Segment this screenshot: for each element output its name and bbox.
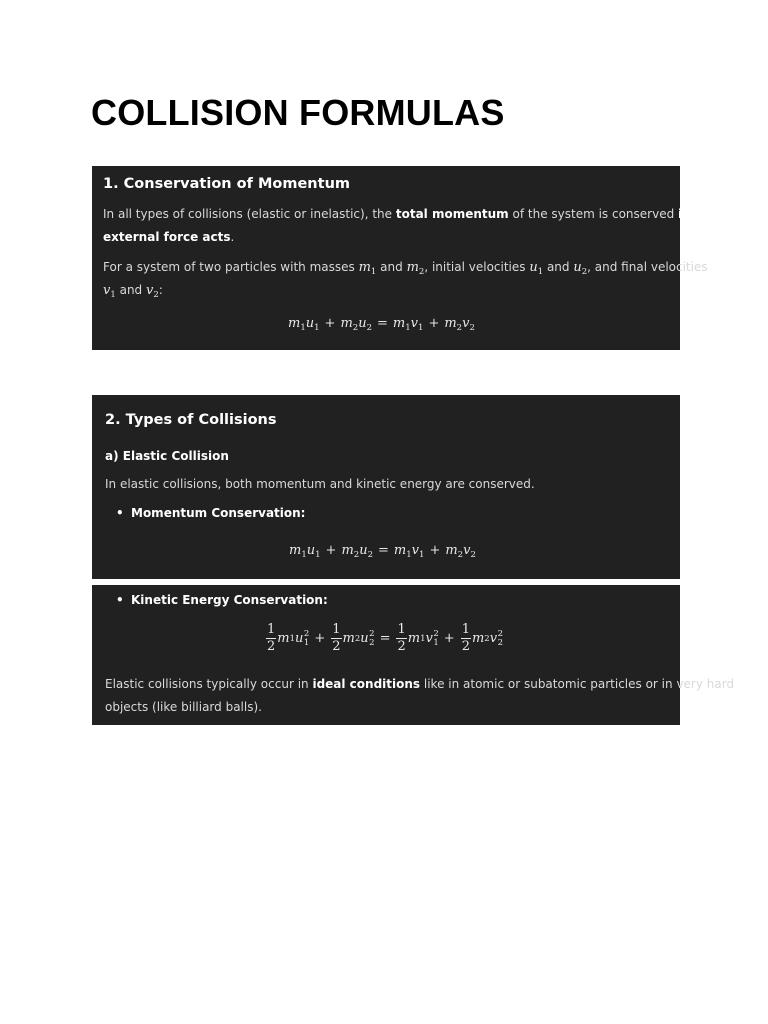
section-heading: 1. Conservation of Momentum (103, 176, 350, 192)
bullet-item: • Momentum Conservation: (105, 506, 305, 520)
paragraph-line: external force acts. (103, 230, 235, 244)
section-heading: 2. Types of Collisions (105, 412, 277, 428)
collision-types-section (92, 395, 680, 579)
kinetic-energy-equation: $\frac{1}{2}$ m 1 u 2 1 + $\frac{1}{2}$ m 2 u 2 2 = $\frac{1}{2}$ m 1 v 2 1 + $\frac{1}{2}$ m 2 v 2 2 (267, 622, 503, 654)
paragraph-line: Elastic collisions typically occur in ideal conditions like in atomic or subatomic particles or in very hard (105, 677, 735, 691)
paragraph-line: objects (like billiard balls). (105, 700, 262, 714)
bullet-item: • Kinetic Energy Conservation: (105, 593, 328, 607)
momentum-section (92, 166, 709, 350)
momentum-equation: $m_1u_1 + m_2u_2 = m_1v_1 + m_2v_2$ (288, 316, 475, 333)
paragraph-line: In all types of collisions (elastic or inelastic), the total momentum of the system is conserved if no (103, 207, 709, 221)
page-title: COLLISION FORMULAS (91, 92, 505, 133)
paragraph-line: For a system of two particles with masses $m_1$ and $m_2$, initial velocities $u_1$ and $u_2$, and final velocities (103, 260, 708, 277)
subsection-heading: a) Elastic Collision (105, 449, 229, 463)
momentum-equation: $m_1u_1 + m_2u_2 = m_1v_1 + m_2v_2$ (289, 543, 476, 560)
kinetic-energy-section (92, 585, 735, 725)
paragraph-line: $v_1$ and $v_2$: (103, 283, 163, 300)
paragraph-line: In elastic collisions, both momentum and kinetic energy are conserved. (105, 477, 535, 491)
